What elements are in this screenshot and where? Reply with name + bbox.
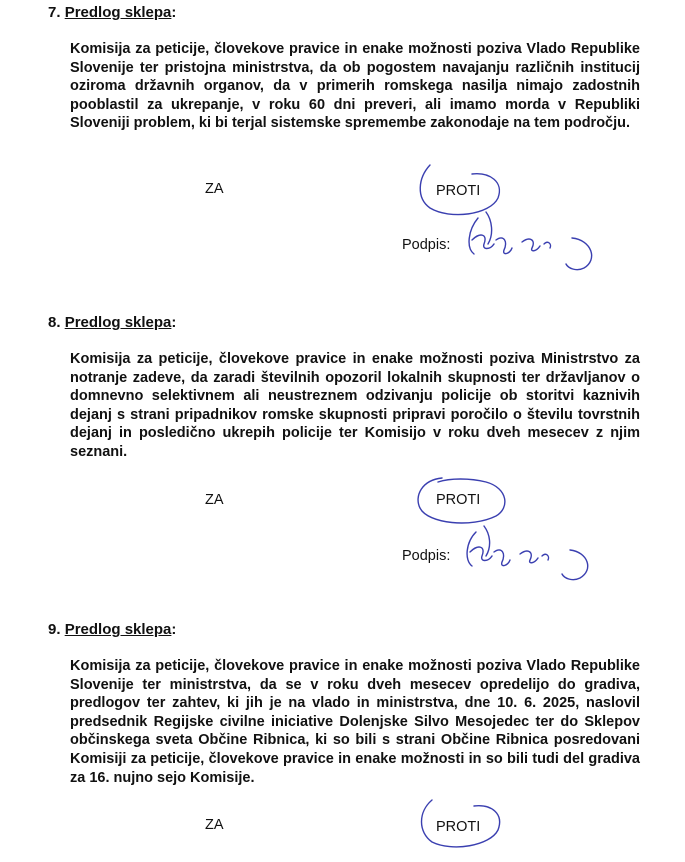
proposal-7-signature xyxy=(460,210,610,280)
proposal-number: 8. xyxy=(48,314,61,331)
proposal-8-vote-against[interactable]: PROTI xyxy=(436,492,481,508)
proposal-number: 7. xyxy=(48,4,61,21)
proposal-heading-label: Predlog sklepa xyxy=(64,4,172,21)
proposal-7-vote-against[interactable]: PROTI xyxy=(436,183,481,199)
heading-colon: : xyxy=(171,621,177,638)
heading-colon: : xyxy=(171,4,177,21)
proposal-8-vote-for[interactable]: ZA xyxy=(205,492,224,508)
proposal-8-selection-circle xyxy=(412,474,512,530)
proposal-8-signature xyxy=(460,524,610,590)
proposal-7-heading xyxy=(48,4,176,21)
proposal-9-selection-circle xyxy=(410,792,510,852)
proposal-9-text: Komisija za peticije, človekove pravice in enake možnosti poziva Vlado Republike Slovenije ter ministrstva, da se v roku dveh mesecev opredelijo do gradiva, predlogov ter zahtev, ki jih je na vlado in ministrstva, dne 10. 6. 2025, naslovil predsednik Regijske civilne iniciative Dolenjske Silvo Mesojedec ter do Sklepov občinskega sveta Občine Ribnica, ki so bili s strani Občine Ribnica posredovani Komisiji za peticije, človekove pravice in enake možnosti in so bili tudi del gradiva za 16. nujno sejo Komisije. xyxy=(70,658,640,786)
proposal-7-text: Komisija za peticije, človekove pravice in enake možnosti poziva Vlado Republike Slovenije ter pristojna ministrstva, da ob pogostem navajanju različnih institucij oziroma državnih organov, da v primerih romskega nasilja nimajo zadostnih pooblastil za ukrepanje, v roku 60 dni preveri, ali imamo morda v Republiki Sloveniji problem, ki bi terjal sistemske spremembe zakonodaje na tem področju. xyxy=(70,41,640,132)
proposal-7-signature-label: Podpis: xyxy=(402,237,451,253)
proposal-8-text: Komisija za peticije, človekove pravice in enake možnosti poziva Ministrstvo za notranje zadeve, da zaradi številnih opozoril lokalnih skupnosti ter državljanov o domnevno selektivnem ali neustreznem odzivanju policije ob storitvi kaznivih dejanj s strani pripadnikov romske skupnosti pripravi poročilo o številu tovrstnih dejanj in posledično ukrepih policije ter Komisijo v roku dveh mesecev z njim seznani. xyxy=(70,351,640,460)
proposal-heading-label: Predlog sklepa xyxy=(64,314,172,331)
proposal-9-vote-against[interactable]: PROTI xyxy=(436,819,481,835)
proposal-8-signature-label: Podpis: xyxy=(402,548,451,564)
proposal-9-heading xyxy=(48,621,176,638)
proposal-7-vote-for[interactable]: ZA xyxy=(205,181,224,197)
proposal-8-heading xyxy=(48,314,176,331)
proposal-number: 9. xyxy=(48,621,61,638)
proposal-heading-label: Predlog sklepa xyxy=(64,621,172,638)
heading-colon: : xyxy=(171,314,177,331)
proposal-9-vote-for[interactable]: ZA xyxy=(205,817,224,833)
